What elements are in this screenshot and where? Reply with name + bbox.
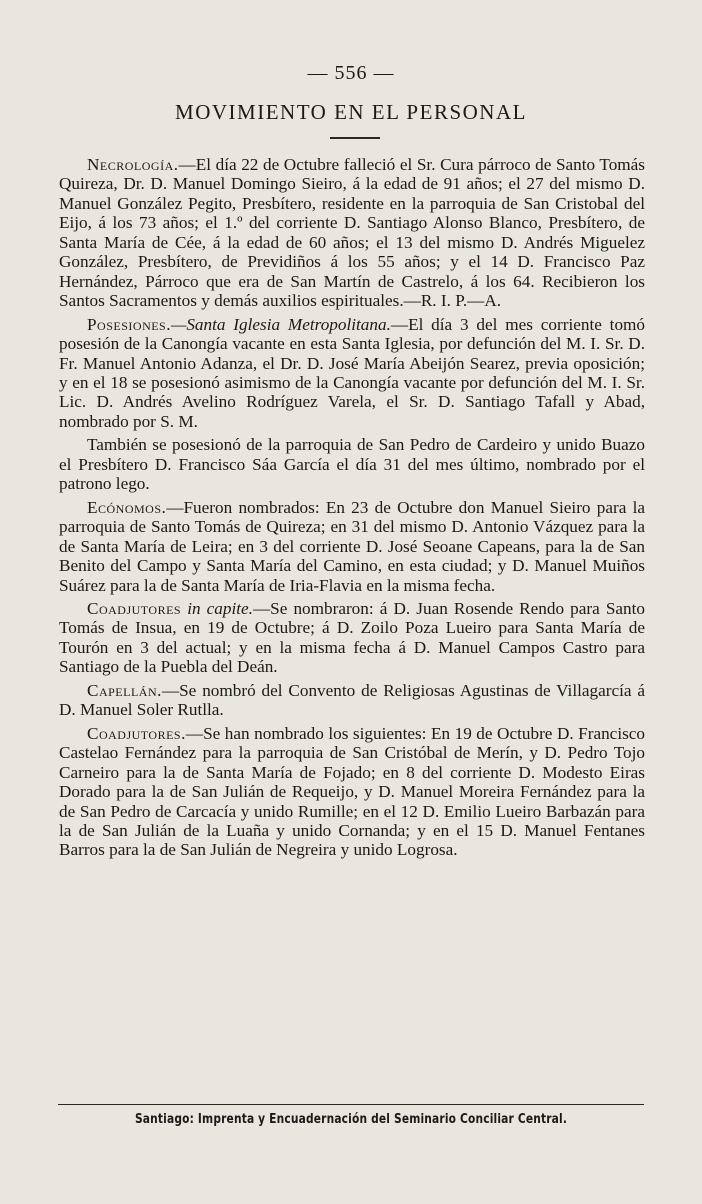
paragraph-text: —El día 3 del mes corriente tomó posesión de la Canongía vacante en esta Santa Iglesia, por defunción del M. I. Sr. D. Fr. Manuel Antonio Adanza, el Dr. D. José María Abeijón Searez, previa oposición; y en el 18 se posesionó asimismo de la Canongía vacante por defunción del M. I. Sr. Lic. D. Andrés Avelino Rodríguez Varela, el Sr. D. Santiago Tafall y Abad, nombrado por S. M.	[59, 314, 646, 431]
paragraph-necrologia	[59, 155, 645, 311]
paragraph-posesiones	[59, 315, 645, 432]
section-label-economos: Ecónomos.	[87, 497, 167, 517]
paragraph-coadjutores	[59, 724, 645, 860]
paragraph-posesiones-continuation: También se posesionó de la parroquia de San Pedro de Cardeiro y unido Buazo el Presbítero D. Francisco Sáa García el día 31 del mes último, nombrado por el patrono lego.	[59, 435, 645, 494]
section-label-coadjutores-in-capite: Coadjutores	[87, 598, 182, 618]
paragraph-coadjutores-in-capite	[59, 599, 645, 677]
paragraph-text: —El día 22 de Octubre falleció el Sr. Cura párroco de Santo Tomás Quireza, Dr. D. Manuel Domingo Sieiro, á la edad de 91 años; el 27 del mismo D. Manuel González Pegito, Presbítero, residente en la parroquia de San Cristobal del Eijo, á los 73 años; el 1.º del corriente D. Santiago Alonso Blanco, Presbítero, de Santa María de Cée, á la edad de 60 años; el 13 del mismo D. Andrés Miguelez González, Presbítero, de Previdiños á los 55 años; y el 14 D. Francisco Paz Hernández, Párroco que era de San Martín de Castrelo, á los 64. Recibieron los Santos Sacramentos y demás auxilios espirituales.—R. I. P.—A.	[59, 155, 645, 311]
section-label-capellan: Capellán.	[87, 680, 162, 700]
paragraph-text: —Se han nombrado los siguientes: En 19 de Octubre D. Francisco Castelao Fernández para la parroquia de San Cristóbal de Merín, y D. Pedro Tojo Carneiro para la de Santa María de Fojado; en 8 del corriente D. Modesto Eiras Dorado para la de San Julián de Requeijo, y D. Manuel Moreira Fernández para la de San Pedro de Carcacía y unido Rumille; en el 12 D. Emilio Lueiro Barbazán para la de San Julián de la Luaña y unido Cornanda; y en el 15 D. Manuel Fentanes Barros para la de San Julián de Negreira y unido Logrosa.	[59, 723, 645, 860]
paragraph-text: —Fueron nombrados: En 23 de Octubre don Manuel Sieiro para la parroquia de Santo Tomás de Quireza; en 31 del mismo D. Antonio Vázquez para la de Santa María de Leira; en 3 del corriente D. José Seoane Capeans, para la de San Benito del Campo y Santa María del Camino, en esta ciudad; y D. Manuel Muiños Suárez para la de Santa María de Iria-Flavia en la misma fecha.	[59, 497, 645, 595]
page-number: — 556 —	[307, 62, 395, 84]
section-subtitle-posesiones: —Santa Iglesia Metropolitana.	[171, 314, 391, 334]
section-label-necrologia: Necrología.	[87, 155, 179, 174]
section-label-coadjutores: Coadjutores.	[87, 723, 186, 743]
section-label-posesiones: Posesiones.	[87, 314, 172, 334]
printer-imprint: Santiago: Imprenta y Encuadernación del Seminario Conciliar Central.	[134, 1112, 568, 1127]
title-divider	[330, 137, 380, 139]
footer-divider	[58, 1104, 644, 1105]
page-title: MOVIMIENTO EN EL PERSONAL	[175, 100, 527, 124]
section-subtitle-in-capite: in capite.	[187, 598, 253, 618]
paragraph-economos	[59, 498, 645, 595]
paragraph-text: —Se nombró del Convento de Religiosas Agustinas de Villagarcía á D. Manuel Soler Rutlla.	[59, 680, 645, 720]
paragraph-text: —Se nombraron: á D. Juan Rosende Rendo para Santo Tomás de Insua, en 19 de Octubre; á D. Zoilo Poza Lueiro para Santa María de Tourón en 3 del actual; y en la misma fecha á D. Manuel Campos Castro para Santiago de la Puebla del Deán.	[59, 598, 645, 677]
paragraph-capellan	[59, 681, 645, 720]
article-body	[59, 155, 645, 864]
